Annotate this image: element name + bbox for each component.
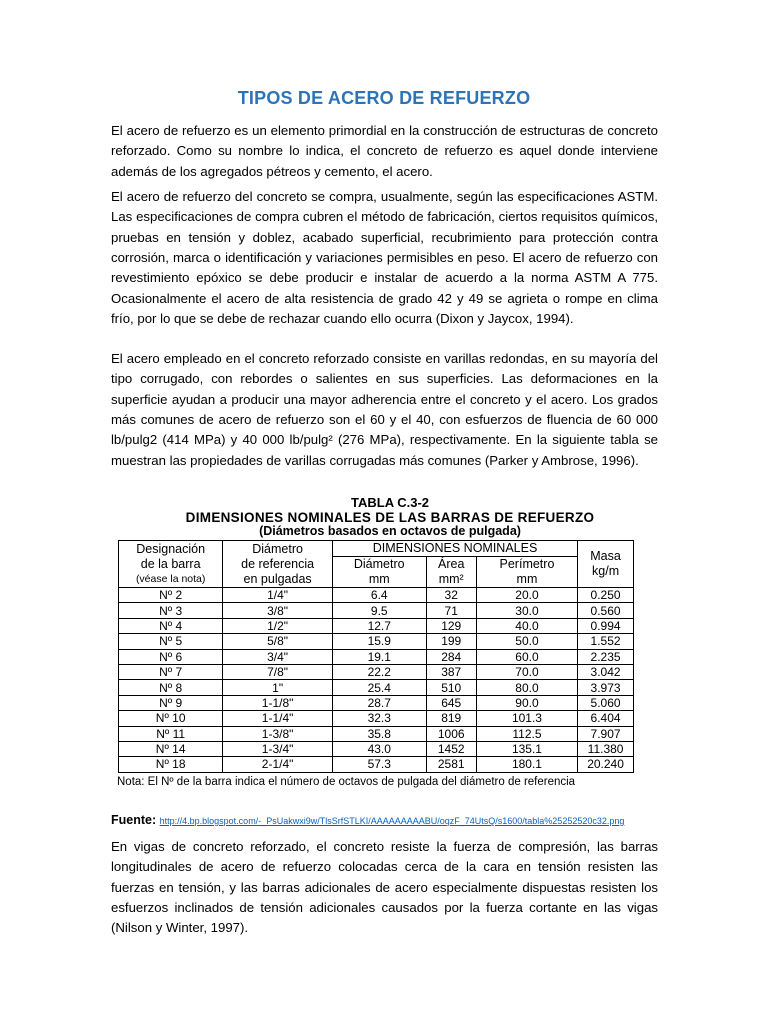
table-row [119, 618, 634, 633]
cell-diametro: 19.1 [332, 649, 426, 664]
cell-diametro: 25.4 [332, 680, 426, 695]
header-designacion: Designación de la barra (véase la nota) [119, 541, 223, 588]
cell-masa: 6.404 [578, 711, 634, 726]
cell-diametro: 12.7 [332, 618, 426, 633]
cell-diametro-referencia: 5/8" [223, 634, 333, 649]
cell-area: 645 [426, 695, 476, 710]
cell-diametro: 32.3 [332, 711, 426, 726]
cell-masa: 3.973 [578, 680, 634, 695]
table-subtitle: DIMENSIONES NOMINALES DE LAS BARRAS DE REFUERZO [185, 510, 595, 525]
cell-area: 284 [426, 649, 476, 664]
cell-masa: 5.060 [578, 695, 634, 710]
cell-designacion: Nº 3 [119, 603, 223, 618]
cell-diametro-referencia: 3/8" [223, 603, 333, 618]
table-row [119, 680, 634, 695]
header-dimensiones-nominales: DIMENSIONES NOMINALES [332, 541, 577, 557]
paragraph-corrugated: El acero empleado en el concreto reforzado consiste en varillas redondas, en su mayoría del tipo corrugado, con rebordes o salientes en sus superficies. Las deformaciones en la superficie ayudan a producir una mayor adherencia entre el concreto y el acero. Los grados más comunes de acero de refuerzo son el 60 y el 40, con esfuerzos de fluencia de 60 000 lb/pulg2 (414 MPa) y 40 000 lb/pulg² (276 MPa), respectivamente. En la siguiente tabla se muestran las propiedades de varillas corrugadas más comunes (Parker y Ambrose, 1996). [111, 351, 658, 468]
paragraph-beams: En vigas de concreto reforzado, el concreto resiste la fuerza de compresión, las barras longitudinales de acero de refuerzo colocadas cerca de la cara en tensión resisten las fuerzas en tensión, y las barras adicionales de acero especialmente dispuestas resisten los esfuerzos inclinados de tensión adicionales causados por la fuerza cortante en las vigas (Nilson y Winter, 1997). [111, 839, 658, 936]
cell-diametro-referencia: 1-3/4" [223, 741, 333, 756]
page-title: TIPOS DE ACERO DE REFUERZO [237, 88, 531, 108]
cell-diametro-referencia: 3/4" [223, 649, 333, 664]
table-row [119, 664, 634, 679]
cell-perimetro: 50.0 [476, 634, 577, 649]
cell-diametro-referencia: 7/8" [223, 664, 333, 679]
cell-area: 819 [426, 711, 476, 726]
header-diametro: Diámetro mm [332, 557, 426, 588]
cell-perimetro: 60.0 [476, 649, 577, 664]
source-line [111, 813, 624, 827]
cell-masa: 1.552 [578, 634, 634, 649]
cell-diametro: 22.2 [332, 664, 426, 679]
table-row [119, 603, 634, 618]
table-row [119, 588, 634, 603]
header-masa: Masa kg/m [578, 541, 634, 588]
cell-diametro: 43.0 [332, 741, 426, 756]
source-label: Fuente: [111, 813, 157, 827]
header-diametro-referencia: Diámetro de referencia en pulgadas [223, 541, 333, 588]
cell-masa: 7.907 [578, 726, 634, 741]
cell-masa: 11.380 [578, 741, 634, 756]
cell-masa: 0.250 [578, 588, 634, 603]
table-row [119, 711, 634, 726]
cell-designacion: Nº 5 [119, 634, 223, 649]
table-subtitle-detail: (Diámetros basados en octavos de pulgada) [259, 524, 521, 538]
cell-diametro: 6.4 [332, 588, 426, 603]
table-row [119, 741, 634, 756]
table-note: Nota: El Nº de la barra indica el número de octavos de pulgada del diámetro de referencia [117, 775, 576, 788]
cell-area: 387 [426, 664, 476, 679]
cell-diametro-referencia: 1-1/8" [223, 695, 333, 710]
bar-dimensions-table-figure [114, 496, 666, 798]
cell-masa: 0.994 [578, 618, 634, 633]
bar-dimensions-table [118, 540, 634, 773]
cell-area: 510 [426, 680, 476, 695]
cell-designacion: Nº 7 [119, 664, 223, 679]
cell-perimetro: 135.1 [476, 741, 577, 756]
cell-designacion: Nº 11 [119, 726, 223, 741]
cell-perimetro: 20.0 [476, 588, 577, 603]
paragraph-intro: El acero de refuerzo es un elemento primordial en la construcción de estructuras de concreto reforzado. Como su nombre lo indica, el concreto de refuerzo es aquel donde interviene además de los agregados pétreos y cemento, el acero. [111, 123, 658, 179]
cell-diametro-referencia: 1-1/4" [223, 711, 333, 726]
cell-area: 1006 [426, 726, 476, 741]
cell-area: 2581 [426, 757, 476, 772]
cell-designacion: Nº 14 [119, 741, 223, 756]
cell-perimetro: 180.1 [476, 757, 577, 772]
cell-designacion: Nº 4 [119, 618, 223, 633]
cell-designacion: Nº 9 [119, 695, 223, 710]
cell-diametro-referencia: 1-3/8" [223, 726, 333, 741]
cell-area: 1452 [426, 741, 476, 756]
cell-diametro: 28.7 [332, 695, 426, 710]
cell-designacion: Nº 2 [119, 588, 223, 603]
cell-designacion: Nº 6 [119, 649, 223, 664]
table-row [119, 649, 634, 664]
header-perimetro: Perímetro mm [476, 557, 577, 588]
cell-perimetro: 40.0 [476, 618, 577, 633]
cell-diametro-referencia: 1" [223, 680, 333, 695]
cell-designacion: Nº 10 [119, 711, 223, 726]
cell-masa: 2.235 [578, 649, 634, 664]
cell-perimetro: 90.0 [476, 695, 577, 710]
table-row [119, 757, 634, 772]
cell-diametro: 15.9 [332, 634, 426, 649]
cell-area: 199 [426, 634, 476, 649]
cell-diametro: 57.3 [332, 757, 426, 772]
table-title: TABLA C.3-2 [351, 495, 429, 510]
cell-perimetro: 80.0 [476, 680, 577, 695]
cell-masa: 0.560 [578, 603, 634, 618]
cell-diametro-referencia: 2-1/4" [223, 757, 333, 772]
cell-perimetro: 112.5 [476, 726, 577, 741]
cell-perimetro: 101.3 [476, 711, 577, 726]
cell-diametro-referencia: 1/2" [223, 618, 333, 633]
cell-masa: 3.042 [578, 664, 634, 679]
cell-designacion: Nº 8 [119, 680, 223, 695]
paragraph-astm: El acero de refuerzo del concreto se compra, usualmente, según las especificaciones ASTM. Las especificaciones de compra cubren el método de fabricación, ciertos requisitos químicos, pruebas en tensión y doblez, acabado superficial, recubrimiento para protección contra corrosión, marca o identificación y variaciones permisibles en peso. El acero de refuerzo con revestimiento epóxico se debe producir e instalar de acuerdo a la norma ASTM A 775. Ocasionalmente el acero de alta resistencia de grado 42 y 49 se agrieta o rompe en clima frío, por lo que se debe de rechazar cuando ello ocurra (Dixon y Jaycox, 1994). [111, 189, 658, 326]
table-row [119, 726, 634, 741]
cell-diametro: 9.5 [332, 603, 426, 618]
cell-perimetro: 70.0 [476, 664, 577, 679]
table-row [119, 634, 634, 649]
cell-area: 71 [426, 603, 476, 618]
cell-perimetro: 30.0 [476, 603, 577, 618]
source-link[interactable]: http://4.bp.blogspot.com/-_PsUakwxi9w/TlsSrfSTLKI/AAAAAAAAABU/oqzF_74UtsQ/s1600/tabla%25252520c32.png [159, 816, 625, 826]
cell-diametro: 35.8 [332, 726, 426, 741]
cell-area: 129 [426, 618, 476, 633]
header-area: Área mm² [426, 557, 476, 588]
cell-area: 32 [426, 588, 476, 603]
cell-masa: 20.240 [578, 757, 634, 772]
cell-diametro-referencia: 1/4" [223, 588, 333, 603]
table-row [119, 695, 634, 710]
cell-designacion: Nº 18 [119, 757, 223, 772]
